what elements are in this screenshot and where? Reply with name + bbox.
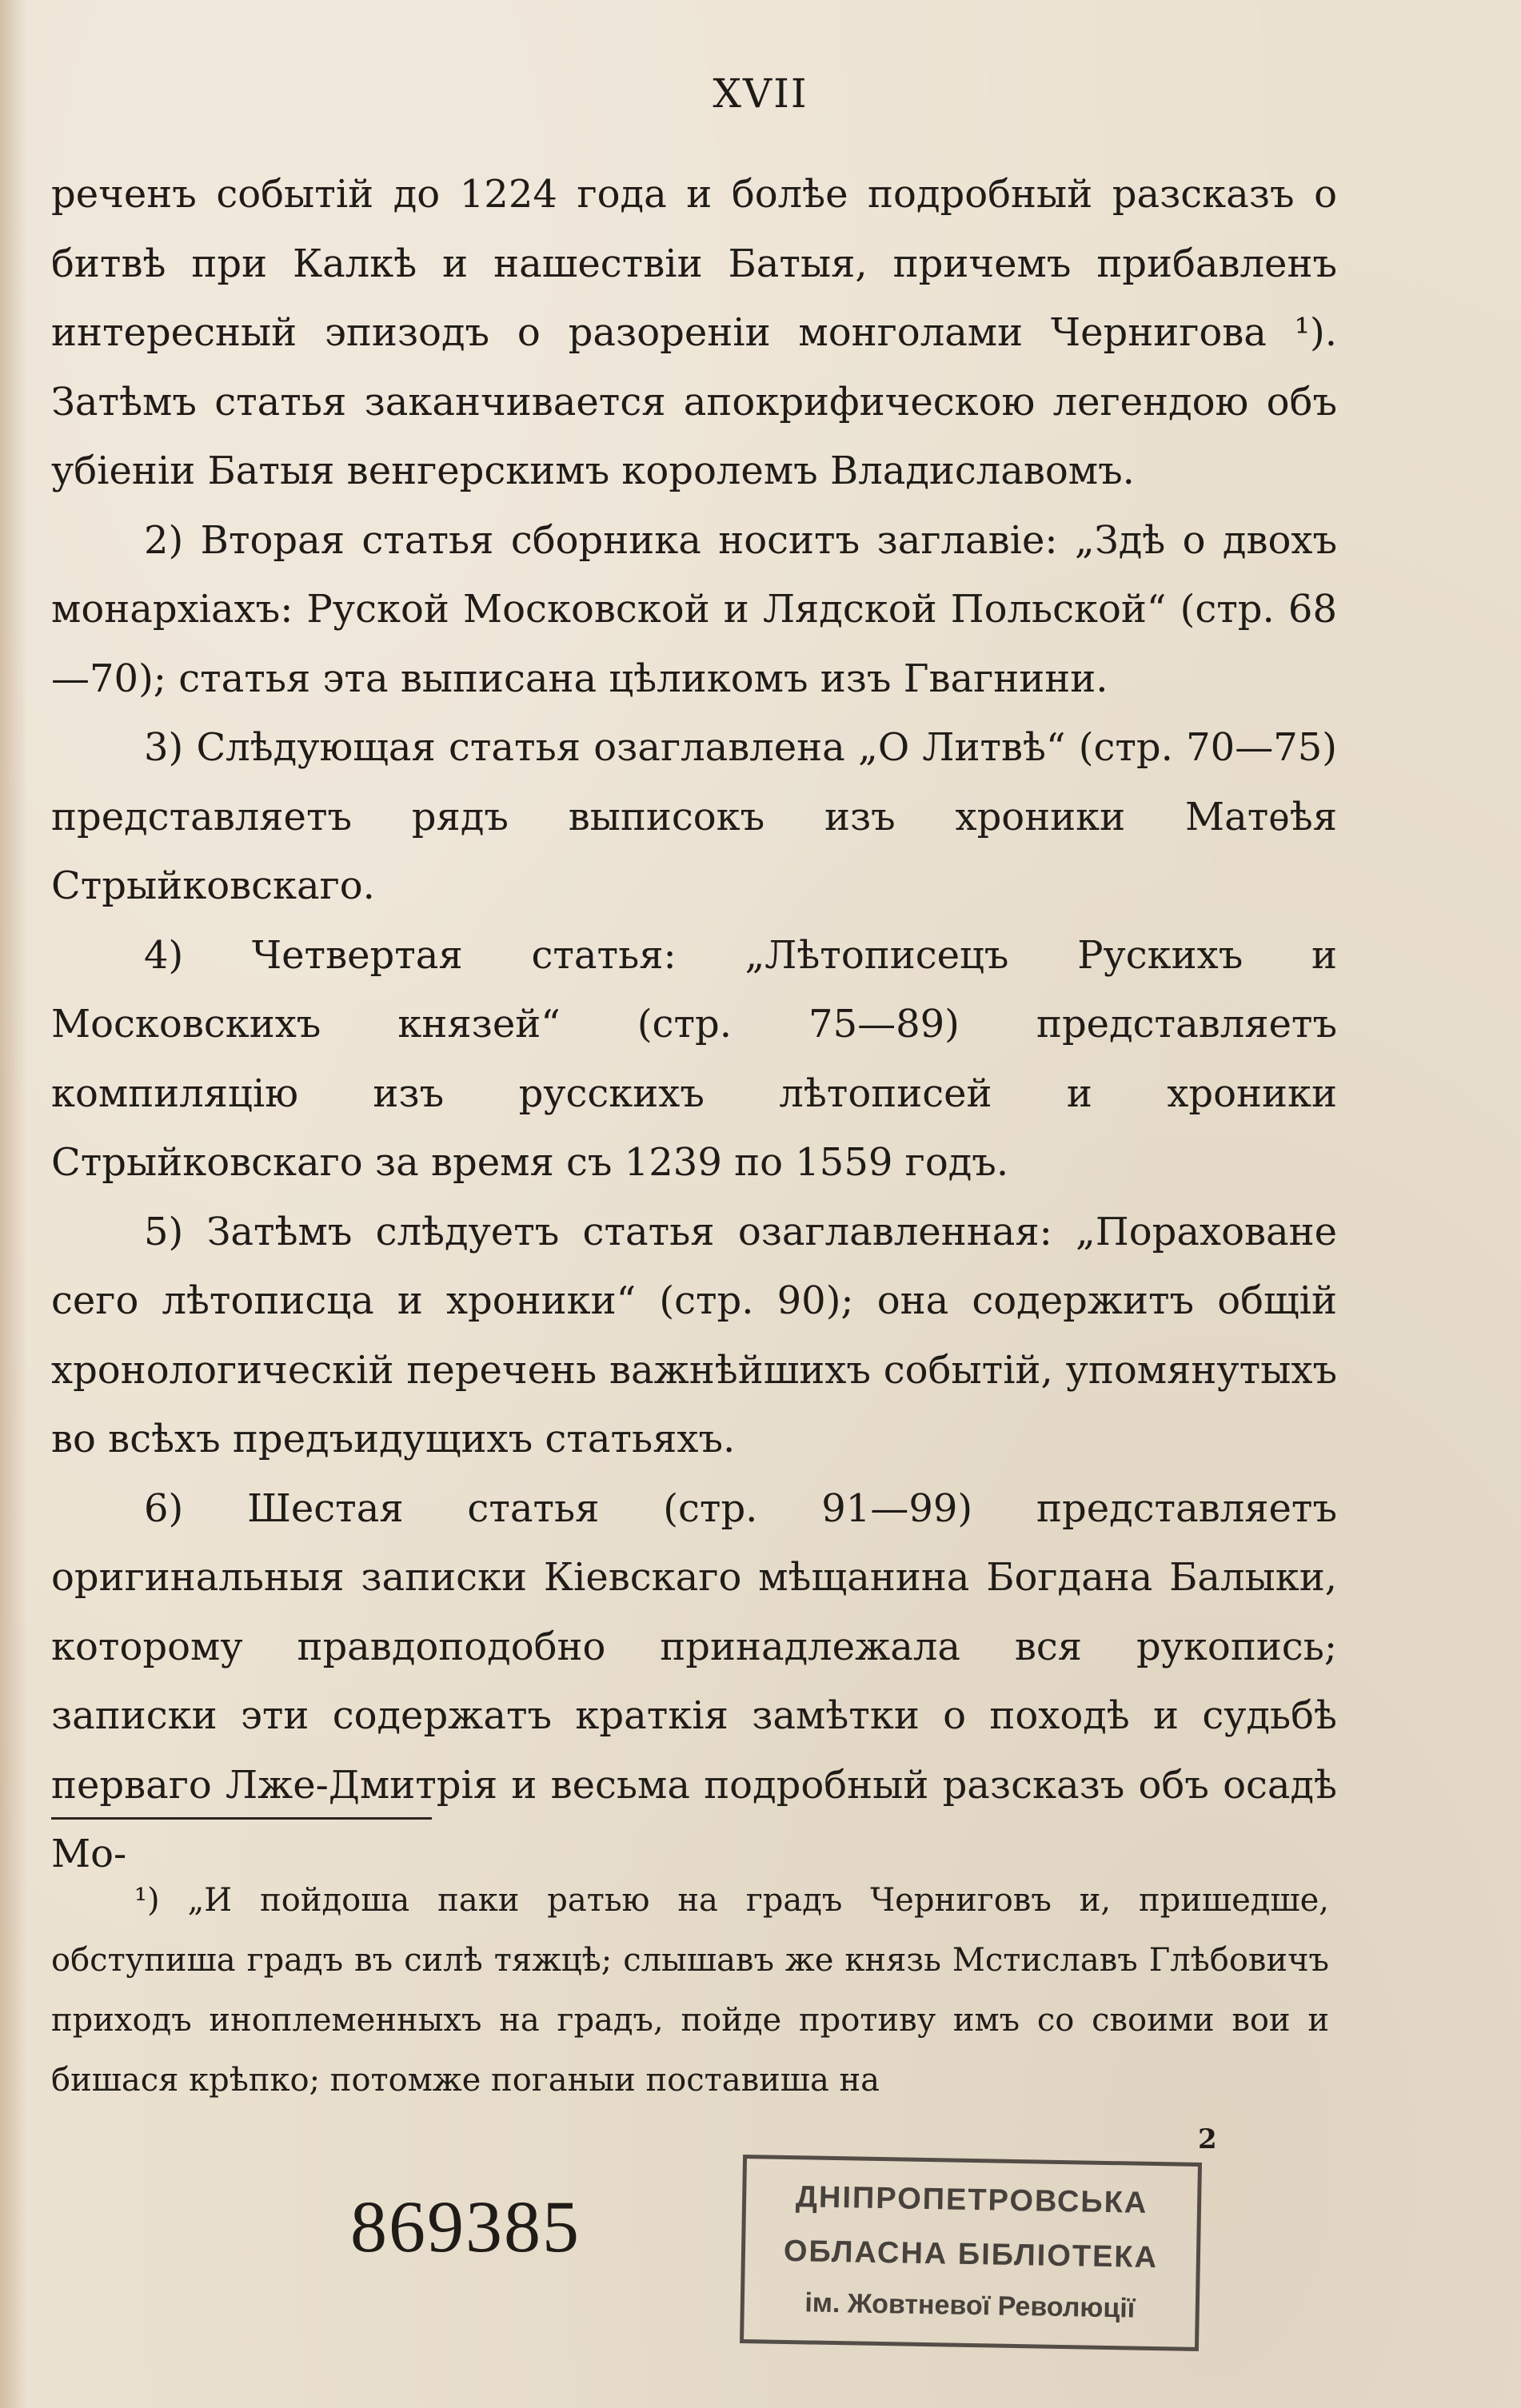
- body-text: [51, 160, 1337, 1889]
- paragraph-1: реченъ событій до 1224 года и болѣе подробный разсказъ о битвѣ при Калкѣ и нашествіи Батыя, причемъ прибавленъ интересный эпизодъ о разореніи монголами Чернигова ¹). Затѣмъ статья заканчивается апокрифическою легендою объ убіеніи Батыя венгерскимъ королемъ Владиславомъ.: [51, 172, 1337, 493]
- footnote: ¹) „И пойдоша паки ратью на градъ Черниговъ и, пришедше, обступиша градъ въ силѣ тяжцѣ; слышавъ же князь Мстиславъ Глѣбовичъ приходъ иноплеменныхъ на градъ, пойде противу имъ со своими вои и бишася крѣпко; потомже поганыи поставиша на: [51, 1882, 1329, 2099]
- paragraph-5: 5) Затѣмъ слѣдуетъ статья озаглавленная: „Пораховане сего лѣтописца и хроники“ (стр. 90); она содержитъ общій хронологическій перечень важнѣйшихъ событій, упомянутыхъ во всѣхъ предъидущихъ статьяхъ.: [51, 1209, 1337, 1461]
- stamp-line-3: ім. Жовтневої Революції: [804, 2287, 1136, 2324]
- paragraph-4: 4) Четвертая статья: „Лѣтописецъ Рускихъ и Московскихъ князей“ (стр. 75—89) представляетъ компиляцію изъ русскихъ лѣтописей и хроники Стрыйковскаго за время съ 1239 по 1559 годъ.: [51, 932, 1337, 1185]
- signature-mark: 2: [1198, 2123, 1217, 2155]
- stamp-line-1: ДНІПРОПЕТРОВСЬКА: [795, 2180, 1148, 2220]
- library-stamp: [740, 2155, 1202, 2351]
- paragraph-3: 3) Слѣдующая статья озаглавлена „О Литвѣ“ (стр. 70—75) представляетъ рядъ выписокъ изъ хроники Матѳѣя Стрыйковскаго.: [51, 725, 1337, 908]
- page-number: XVII: [713, 70, 808, 117]
- stamp-line-2: ОБЛАСНА БІБЛІОТЕКА: [783, 2234, 1159, 2275]
- inventory-number: 869385: [350, 2186, 581, 2267]
- footnote-separator: [51, 1817, 432, 1820]
- paragraph-2: 2) Вторая статья сборника носитъ заглавіе: „Здѣ о двохъ монархіахъ: Руской Московской и Лядской Польской“ (стр. 68—70); статья эта выписана цѣликомъ изъ Гвагнини.: [51, 517, 1337, 701]
- page-edge-shadow: [0, 0, 27, 2408]
- paragraph-6: 6) Шестая статья (стр. 91—99) представляетъ оригинальныя записки Кіевскаго мѣщанина Богдана Балыки, которому правдоподобно принадлежала вся рукопись; записки эти содержатъ краткія замѣтки о походѣ и судьбѣ перваго Лже-Дмитрія и весьма подробный разсказъ объ осадѣ Мо-: [51, 1485, 1337, 1876]
